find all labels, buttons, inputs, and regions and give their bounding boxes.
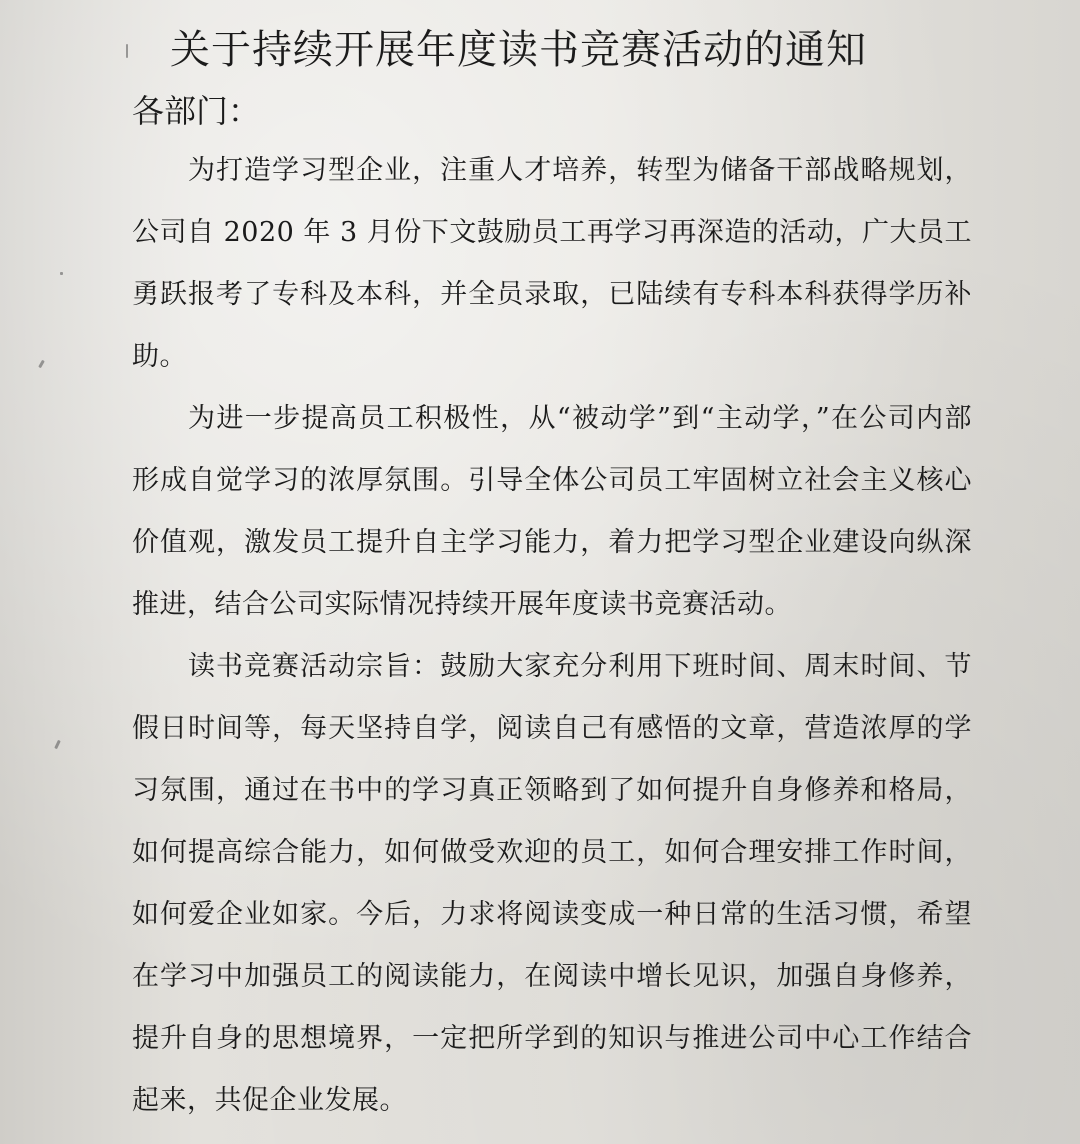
paragraph-1: 为打造学习型企业，注重人才培养，转型为储备干部战略规划，公司自 2020 年 3 月份下文鼓励员工再学习再深造的活动，广大员工勇跃报考了专科及本科，并全员录取，已陆续有专科本科获得学历补助。: [132, 155, 972, 372]
ink-speck: [126, 44, 128, 58]
paragraph-2: 为进一步提高员工积极性，从“被动学”到“主动学，”在公司内部形成自觉学习的浓厚氛围。引导全体公司员工牢固树立社会主义核心价值观，激发员工提升自主学习能力，着力把学习型企业建设向纵深推进，结合公司实际情况持续开展年度读书竞赛活动。: [132, 403, 972, 620]
paragraph-3: 读书竞赛活动宗旨：鼓励大家充分利用下班时间、周末时间、节假日时间等，每天坚持自学，阅读自己有感悟的文章，营造浓厚的学习氛围，通过在书中的学习真正领略到了如何提升自身修养和格局，如何提高综合能力，如何做受欢迎的员工，如何合理安排工作时间，如何爱企业如家。今后，力求将阅读变成一种日常的生活习惯，希望在学习中加强员工的阅读能力，在阅读中增长见识，加强自身修养，提升自身的思想境界，一定把所学到的知识与推进公司中心工作结合起来，共促企业发展。: [132, 651, 972, 1116]
ink-speck: [38, 360, 45, 368]
ink-speck: [60, 272, 63, 275]
salutation: 各部门：: [132, 92, 261, 130]
notice-body: [132, 140, 972, 1132]
notice-title: 关于持续开展年度读书竞赛活动的通知: [170, 27, 867, 73]
ink-speck: [54, 740, 61, 749]
